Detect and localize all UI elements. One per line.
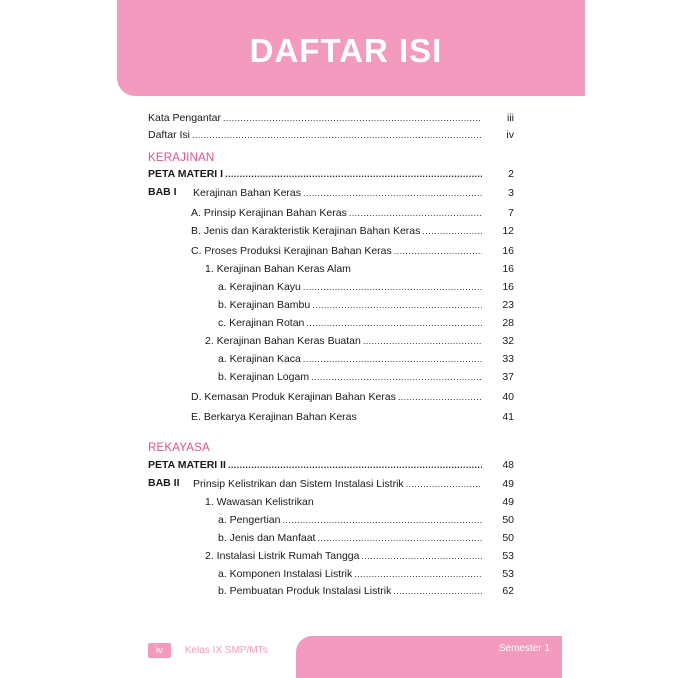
toc-label: b. Jenis dan Manfaat: [218, 532, 316, 544]
toc-page: iv: [506, 129, 514, 141]
leader-dots: [398, 391, 482, 403]
toc-entry[interactable]: [191, 221, 514, 237]
section-heading: KERAJINAN: [148, 152, 215, 164]
leader-dots: [349, 207, 482, 219]
toc-label: b. Kerajinan Logam: [218, 371, 310, 383]
leader-dots: [223, 112, 482, 124]
page-number-badge: iv: [148, 643, 171, 658]
toc-page: 32: [502, 335, 514, 347]
toc-entry[interactable]: [148, 164, 514, 180]
toc-label: a. Kerajinan Kaca: [218, 353, 301, 365]
leader-dots: [317, 532, 482, 544]
toc-page: 49: [502, 496, 514, 508]
leader-dots: [303, 281, 482, 293]
toc-page: 12: [502, 225, 514, 237]
toc-entry[interactable]: [218, 367, 514, 383]
toc-page: iii: [507, 112, 514, 124]
toc-label: Kerajinan Bahan Keras: [193, 187, 301, 199]
toc-page: 41: [502, 411, 514, 423]
toc-entry[interactable]: [218, 313, 514, 329]
toc-entry[interactable]: [148, 455, 514, 471]
toc-entry[interactable]: [218, 277, 514, 293]
toc-page: 53: [502, 550, 514, 562]
toc-label: 1. Kerajinan Bahan Keras Alam: [205, 263, 351, 275]
toc-entry[interactable]: [205, 546, 514, 562]
leader-dots: [394, 245, 482, 257]
toc-label: E. Berkarya Kerajinan Bahan Keras: [191, 411, 357, 423]
toc-page: 7: [508, 207, 514, 219]
toc-page: 2: [508, 168, 514, 180]
toc-label: Kata Pengantar: [148, 112, 221, 124]
toc-page: 16: [502, 263, 514, 275]
toc-entry[interactable]: [191, 387, 514, 403]
toc-label: a. Komponen Instalasi Listrik: [218, 568, 353, 580]
toc-label: Daftar Isi: [148, 129, 191, 141]
toc-entry[interactable]: [193, 183, 514, 199]
toc-page: 50: [502, 532, 514, 544]
toc-page: 33: [502, 353, 514, 365]
leader-dots: [282, 514, 482, 526]
leader-dots: [361, 550, 482, 562]
class-label: Kelas IX SMP/MTs: [184, 644, 268, 656]
toc-entry[interactable]: [205, 492, 514, 508]
toc-page: 37: [502, 371, 514, 383]
toc-label: a. Pengertian: [218, 514, 281, 526]
leader-dots: [406, 478, 482, 490]
toc-entry[interactable]: [218, 349, 514, 365]
leader-dots: [354, 568, 482, 580]
toc-label: a. Kerajinan Kayu: [218, 281, 301, 293]
toc-label: b. Pembuatan Produk Instalasi Listrik: [218, 585, 392, 597]
toc-entry[interactable]: [218, 564, 514, 580]
toc-entry[interactable]: [191, 241, 514, 257]
chapter-tag: BAB II: [148, 477, 180, 489]
toc-label: c. Kerajinan Rotan: [218, 317, 305, 329]
toc-entry-kata-pengantar[interactable]: [148, 108, 514, 124]
toc-entry[interactable]: [193, 474, 514, 490]
toc-page: 28: [502, 317, 514, 329]
toc-page: 53: [502, 568, 514, 580]
leader-dots: [393, 585, 482, 597]
leader-dots: [192, 129, 482, 141]
toc-label: PETA MATERI I: [148, 168, 224, 180]
leader-dots: [363, 335, 482, 347]
toc-page: 16: [502, 281, 514, 293]
toc-label: 2. Instalasi Listrik Rumah Tangga: [205, 550, 360, 562]
toc-entry[interactable]: [218, 295, 514, 311]
toc-entry-daftar-isi[interactable]: [148, 125, 514, 141]
toc-page: 50: [502, 514, 514, 526]
toc-label: C. Proses Produksi Kerajinan Bahan Keras: [191, 245, 392, 257]
toc-entry[interactable]: [218, 581, 514, 597]
leader-dots: [225, 168, 482, 180]
toc-entry[interactable]: [205, 259, 514, 275]
toc-page: 16: [502, 245, 514, 257]
chapter-tag: BAB I: [148, 186, 177, 198]
toc-entry[interactable]: [205, 331, 514, 347]
toc-page: 48: [502, 459, 514, 471]
toc-page: 3: [508, 187, 514, 199]
toc-entry[interactable]: [218, 528, 514, 544]
leader-dots: [312, 299, 482, 311]
leader-dots: [306, 317, 482, 329]
toc-entry[interactable]: [191, 407, 514, 423]
leader-dots: [303, 187, 482, 199]
toc-page: 40: [502, 391, 514, 403]
toc-page: 23: [502, 299, 514, 311]
toc-label: D. Kemasan Produk Kerajinan Bahan Keras: [191, 391, 396, 403]
toc-entry[interactable]: [218, 510, 514, 526]
footer-banner: [296, 636, 562, 678]
footer-left: [148, 640, 268, 660]
toc-label: B. Jenis dan Karakteristik Kerajinan Bahan Keras: [191, 225, 421, 237]
toc-page: 49: [502, 478, 514, 490]
toc-label: 1. Wawasan Kelistrikan: [205, 496, 314, 508]
leader-dots: [311, 371, 482, 383]
page-title: DAFTAR ISI: [249, 32, 443, 69]
leader-dots: [228, 459, 482, 471]
toc-label: A. Prinsip Kerajinan Bahan Keras: [191, 207, 347, 219]
section-heading: REKAYASA: [148, 442, 210, 454]
toc-entry[interactable]: [191, 203, 514, 219]
toc-label: Prinsip Kelistrikan dan Sistem Instalasi Listrik: [193, 478, 404, 490]
leader-dots: [303, 353, 482, 365]
semester-label: Semester 1: [498, 643, 550, 654]
toc-label: b. Kerajinan Bambu: [218, 299, 311, 311]
leader-dots: [422, 225, 482, 237]
toc-label: PETA MATERI II: [148, 459, 226, 471]
toc-label: 2. Kerajinan Bahan Keras Buatan: [205, 335, 361, 347]
toc-page: 62: [502, 585, 514, 597]
